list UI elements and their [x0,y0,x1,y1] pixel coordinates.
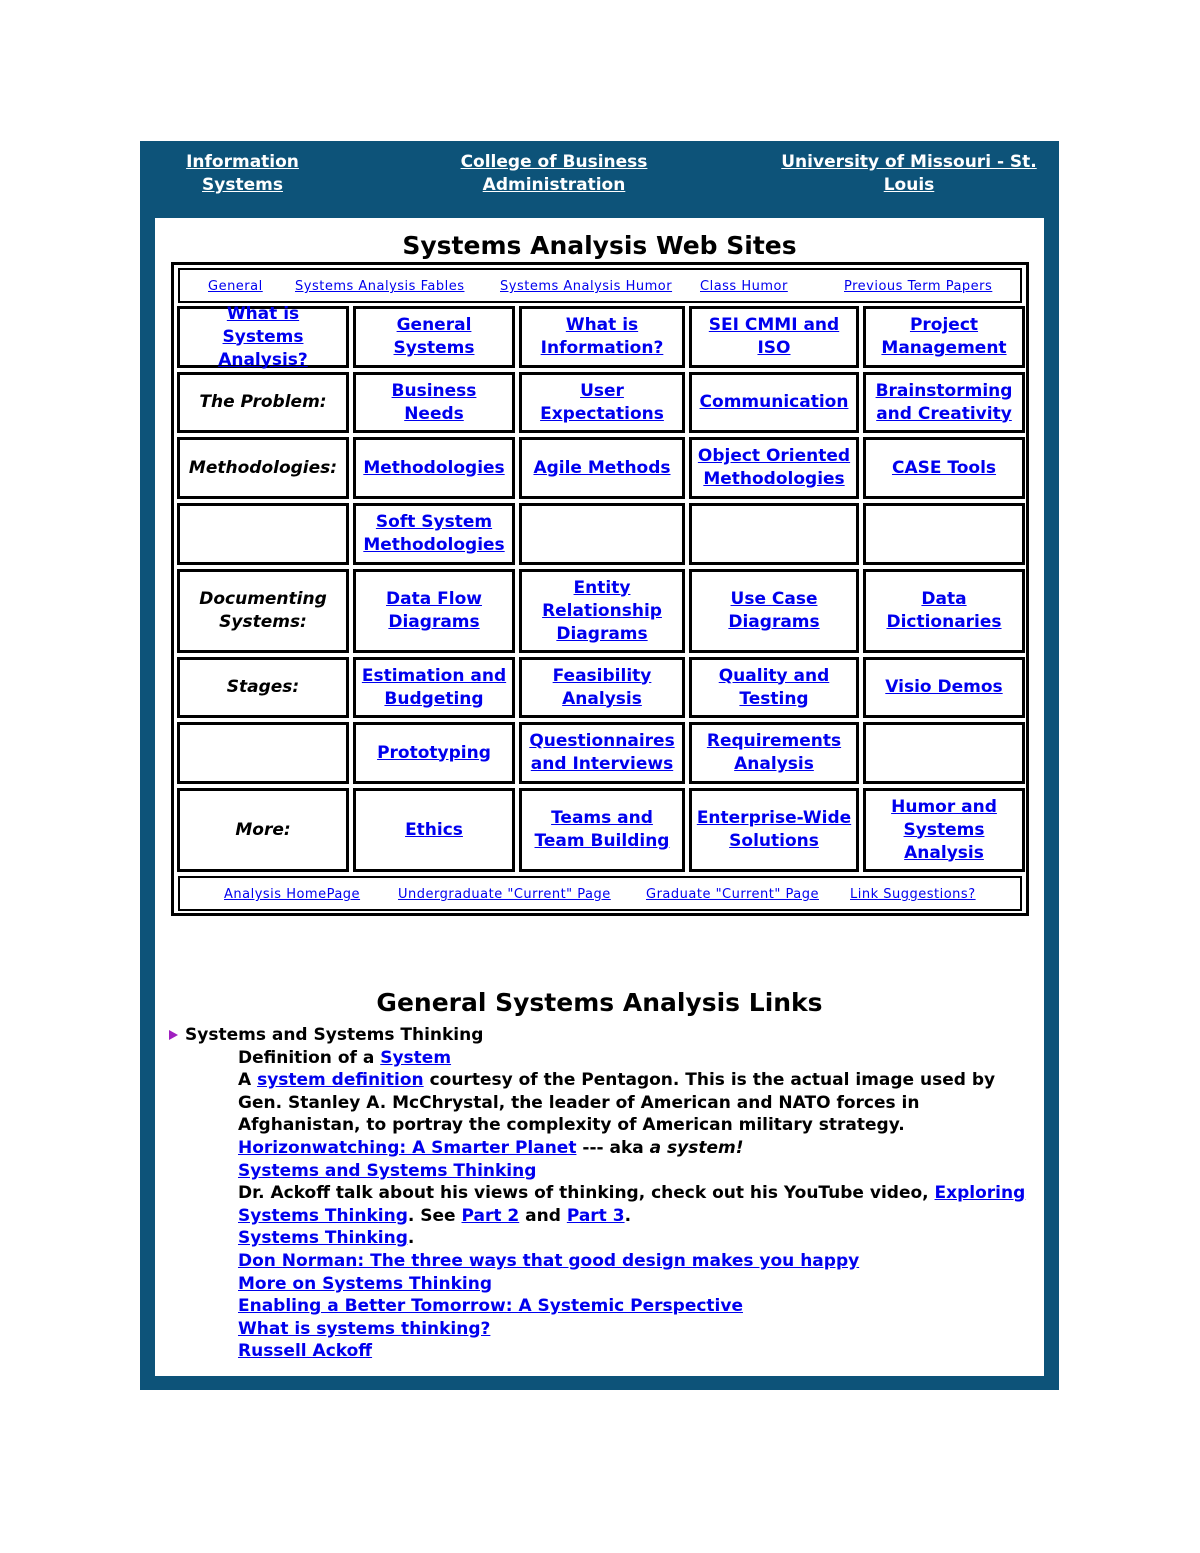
grid-cell [519,372,685,433]
enabling-better-tomorrow-link[interactable]: Enabling a Better Tomorrow: A Systemic Perspective [238,1296,743,1317]
list-heading-text: Systems and Systems Thinking [185,1025,484,1045]
ackoff-paragraph [238,1182,1028,1227]
top-nav-fables[interactable]: Systems Analysis Fables [295,279,465,294]
part-3-link[interactable]: Part 3 [566,1205,625,1226]
grid-cell [353,569,515,653]
grid-cell [353,503,515,565]
what-is-systems-thinking-link[interactable]: What is systems thinking? [238,1318,491,1339]
st-period: . [407,1228,415,1249]
grid-cell [863,437,1025,499]
grid-link[interactable]: Soft System Methodologies [363,512,505,555]
what-line [238,1318,1028,1341]
link-grid [171,262,1029,916]
grid-link[interactable]: Ethics [405,819,463,840]
system-link[interactable]: System [380,1047,452,1068]
grid-row [174,566,1026,654]
definition-text: Definition of a [238,1047,381,1068]
grid-link[interactable]: Methodologies [363,457,505,478]
grid-link[interactable]: Visio Demos [885,677,1003,697]
part-2-link[interactable]: Part 2 [461,1205,520,1226]
grid-cell [519,503,685,565]
grid-cell [353,437,515,499]
grid-cell [353,788,515,872]
grid-link[interactable]: Humor and Systems Analysis [891,796,997,863]
ackoff-text: . [624,1205,632,1226]
grid-link[interactable]: What is Information? [540,315,664,358]
top-nav-general[interactable]: General [208,279,263,294]
section-title: General Systems Analysis Links [376,988,823,1017]
enabling-line [238,1295,1028,1318]
systems-thinking-link[interactable]: Systems Thinking [238,1228,408,1249]
grid-link[interactable]: Agile Methods [533,457,671,478]
grid-cell [863,372,1025,433]
ackoff-text: . See [407,1205,462,1226]
grid-cell [177,788,349,872]
row-label: More: [235,819,291,840]
header-link-line: Administration [482,175,626,195]
grid-link[interactable]: Feasibility Analysis [552,665,652,709]
horizonwatching-link[interactable]: Horizonwatching: A Smarter Planet [238,1137,577,1158]
grid-link[interactable]: Enterprise-Wide Solutions [696,808,852,851]
top-nav-class-humor[interactable]: Class Humor [700,279,788,294]
grid-link[interactable]: Teams and Team Building [534,808,670,851]
paragraph-text: courtesy of the Pentagon. This is the actual image used by Gen. Stanley A. McChrystal, the leader of American and NATO forces in Afghanistan, to portray the complexity of American military strategy. [238,1070,996,1136]
row-label: Documenting Systems: [199,589,327,632]
grid-cell [863,788,1025,872]
grid-link[interactable]: Estimation and Budgeting [361,665,507,709]
grid-link[interactable]: General Systems [393,315,475,358]
grid-cell [177,657,349,718]
grid-cell [519,657,685,718]
grid-row [174,654,1026,719]
exploring-systems-thinking-link[interactable]: Exploring Systems Thinking [238,1183,1026,1226]
grid-cell [689,569,859,653]
grid-cell [863,722,1025,784]
grid-link[interactable]: Questionnaires and Interviews [529,731,675,774]
grid-cell [863,657,1025,718]
header-link-line: University of Missouri - St. [781,152,1037,172]
grid-cell [177,503,349,565]
grid-link[interactable]: Project Management [881,315,1007,358]
grid-link[interactable]: Object Oriented Methodologies [697,446,851,489]
top-nav-row [178,268,1022,303]
grid-cell [519,569,685,653]
grid-link[interactable]: SEI CMMI and ISO [708,315,840,358]
grid-cell [353,722,515,784]
grid-link[interactable]: Business Needs [391,380,477,424]
top-nav-humor[interactable]: Systems Analysis Humor [500,279,673,294]
more-line [238,1273,1028,1296]
sst-line [238,1160,1028,1183]
grid-link[interactable]: Communication [699,392,849,412]
ackoff-text: Dr. Ackoff talk about his views of thinking, check out his YouTube video, [238,1183,935,1204]
bottom-nav-suggestions[interactable]: Link Suggestions? [850,887,976,902]
grid-row [174,719,1026,785]
don-norman-link[interactable]: Don Norman: The three ways that good design makes you happy [238,1250,860,1271]
bottom-nav-undergraduate[interactable]: Undergraduate "Current" Page [398,887,611,902]
grid-cell [177,722,349,784]
grid-link[interactable]: What is Systems Analysis? [218,303,308,370]
grid-link[interactable]: User Expectations [540,380,664,424]
grid-cell [177,303,349,370]
grid-cell [863,569,1025,653]
russell-line [238,1340,1028,1363]
russell-ackoff-link[interactable]: Russell Ackoff [238,1341,373,1362]
grid-row [174,303,1026,369]
page-title: Systems Analysis Web Sites [402,231,797,260]
grid-link[interactable]: Brainstorming and Creativity [875,380,1013,424]
more-on-systems-thinking-link[interactable]: More on Systems Thinking [238,1273,493,1294]
list-item-heading [167,1024,1037,1047]
pentagon-paragraph [238,1069,1028,1137]
row-label: The Problem: [199,392,327,412]
paragraph-text: A [238,1070,258,1091]
header-link-information-systems[interactable] [170,151,315,197]
grid-cell [353,657,515,718]
header-link-line: Systems [202,175,283,195]
bottom-nav-row [178,876,1022,911]
grid-link[interactable]: CASE Tools [891,457,997,478]
grid-link[interactable]: Data Flow Diagrams [386,589,482,632]
grid-cell [519,722,685,784]
links-section [167,1024,1037,1363]
header-link-line: Information [186,152,299,172]
grid-link[interactable]: Use Case Diagrams [728,589,820,632]
row-label: Methodologies: [188,457,338,478]
grid-cell [177,569,349,653]
grid-link[interactable]: Quality and Testing [718,665,830,709]
top-header-bar [140,141,1059,218]
horizon-line [238,1137,1028,1160]
ackoff-text: and [519,1205,567,1226]
grid-row [174,500,1026,566]
grid-cell [519,306,685,368]
definition-line [238,1047,1028,1070]
grid-cell [353,306,515,368]
norman-line [238,1250,1028,1273]
grid-cell [863,503,1025,565]
grid-cell [689,657,859,718]
top-nav-previous-papers[interactable]: Previous Term Papers [844,279,993,294]
grid-row [174,434,1026,500]
st-line [238,1227,1028,1250]
grid-link[interactable]: Entity Relationship Diagrams [542,577,662,644]
horizon-text: --- aka [576,1137,650,1158]
grid-row [174,785,1026,873]
grid-cell [177,437,349,499]
header-link-university[interactable] [770,151,1048,197]
content-area [155,218,1044,1376]
grid-link[interactable]: Prototyping [377,742,491,763]
grid-row [174,369,1026,434]
page-frame [140,141,1059,1390]
grid-cell [689,503,859,565]
grid-cell [519,788,685,872]
system-definition-link[interactable]: system definition [257,1070,424,1091]
grid-cell [177,372,349,433]
list-item-body [167,1047,1028,1363]
header-link-line: Louis [883,175,935,195]
row-label: Stages: [226,677,300,697]
header-link-line: College of Business [460,152,648,172]
triangle-bullet-icon [169,1030,178,1040]
grid-cell [689,722,859,784]
horizon-emphasis: a system! [649,1137,744,1158]
grid-cell [689,788,859,872]
grid-cell [519,437,685,499]
systems-and-systems-thinking-link[interactable]: Systems and Systems Thinking [238,1160,537,1181]
grid-cell [689,372,859,433]
grid-cell [689,306,859,368]
grid-cell [863,306,1025,368]
bottom-nav-graduate[interactable]: Graduate "Current" Page [646,887,819,902]
grid-link[interactable]: Data Dictionaries [886,589,1002,632]
header-link-college[interactable] [440,151,668,197]
grid-link[interactable]: Requirements Analysis [706,731,842,774]
grid-cell [689,437,859,499]
bottom-nav-homepage[interactable]: Analysis HomePage [224,887,361,902]
grid-cell [353,372,515,433]
